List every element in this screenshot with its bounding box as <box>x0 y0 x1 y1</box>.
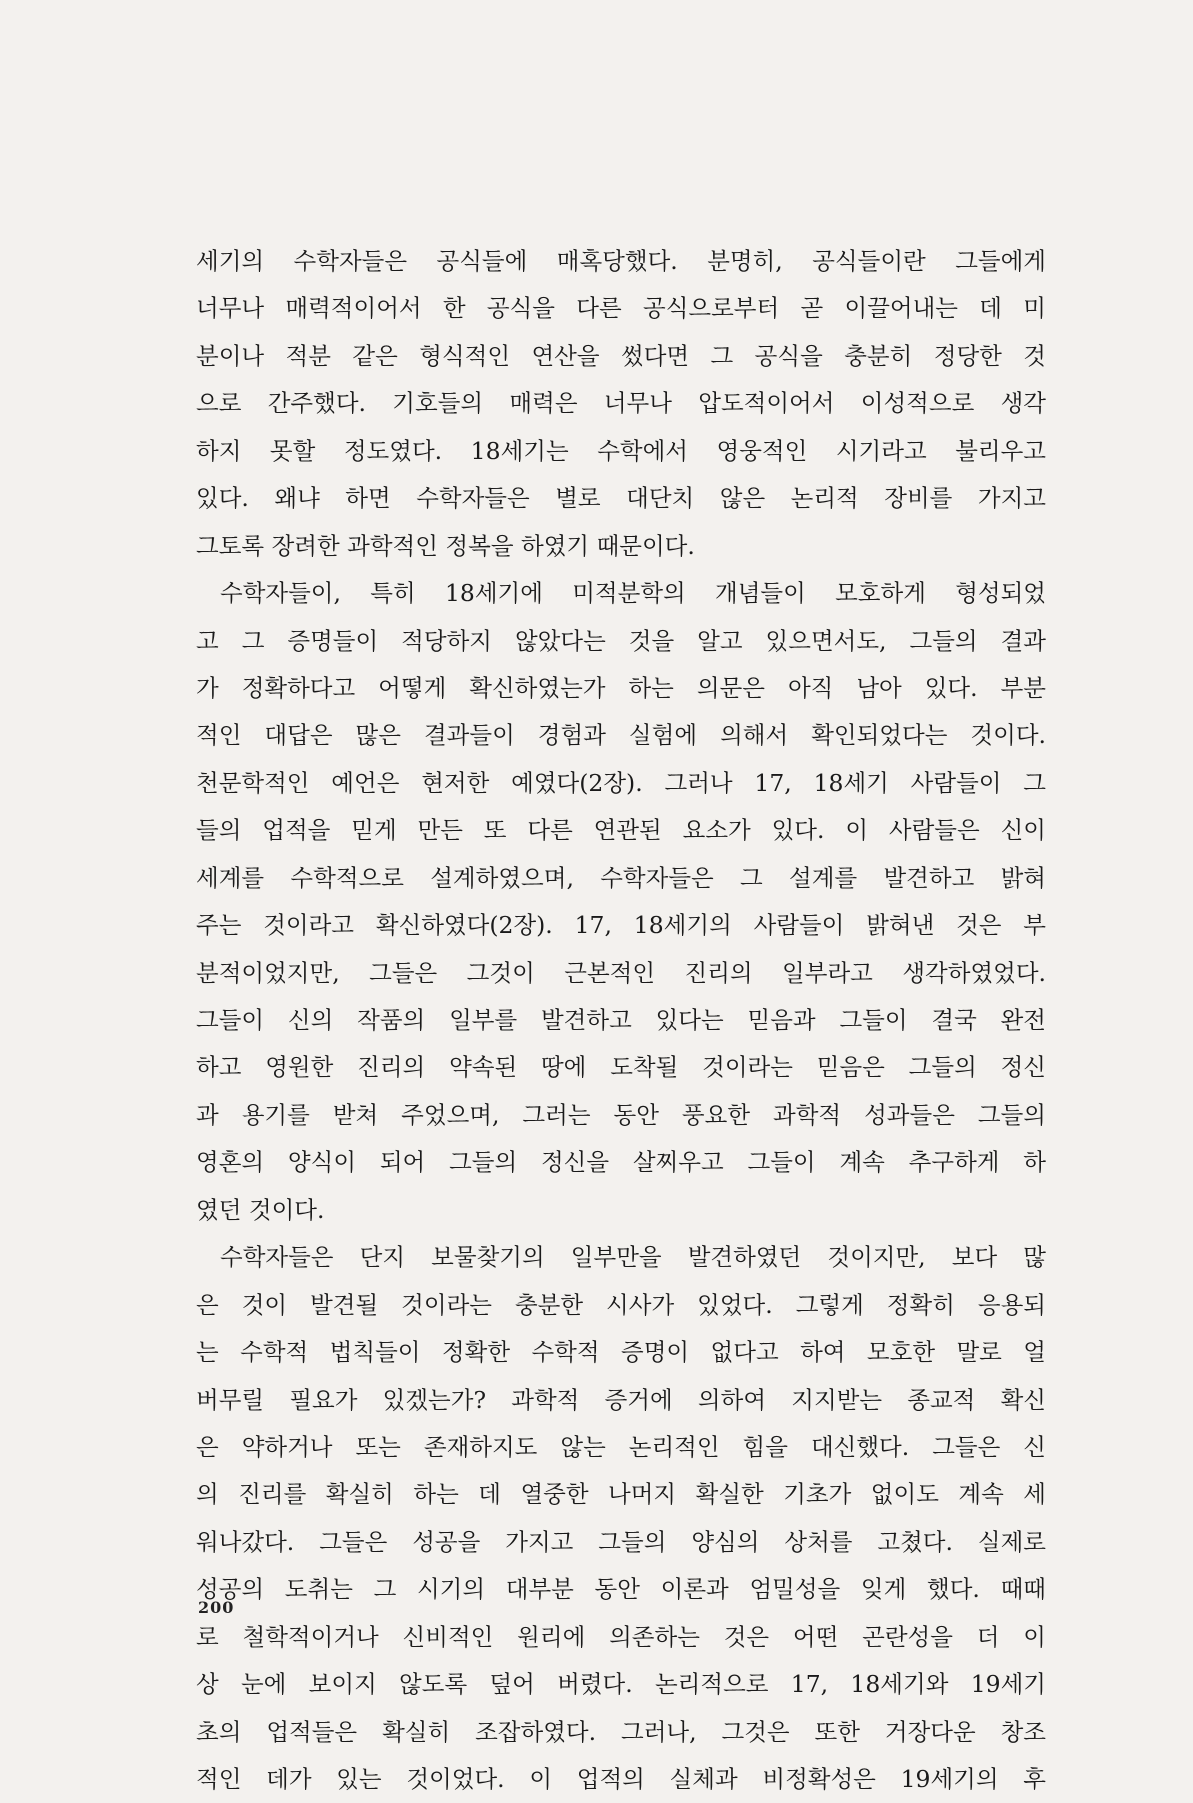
text-line: 세기의 수학자들은 공식들에 매혹당했다. 분명히, 공식들이란 그들에게 <box>196 247 1046 275</box>
text-line: 세계를 수학적으로 설계하였으며, 수학자들은 그 설계를 발견하고 밝혀 <box>196 863 1046 892</box>
text-line: 워나갔다. 그들은 성공을 가지고 그들의 양심의 상처를 고쳤다. 실제로 <box>196 1527 1046 1556</box>
text-line: 하지 못할 정도였다. 18세기는 수학에서 영웅적인 시기라고 불리우고 <box>196 436 1046 465</box>
text-line: 성공의 도취는 그 시기의 대부분 동안 이론과 엄밀성을 잊게 했다. 때때 <box>196 1575 1046 1604</box>
text-line: 고 그 증명들이 적당하지 않았다는 것을 알고 있으면서도, 그들의 결과 <box>196 626 1046 655</box>
text-line: 버무릴 필요가 있겠는가? 과학적 증거에 의하여 지지받는 종교적 확신 <box>196 1385 1046 1414</box>
text-line: 였던 것이다. <box>196 1195 325 1224</box>
text-line: 하고 영원한 진리의 약속된 땅에 도착될 것이라는 믿음은 그들의 정신 <box>196 1053 1046 1082</box>
text-line: 너무나 매력적이어서 한 공식을 다른 공식으로부터 곧 이끌어내는 데 미 <box>196 294 1046 323</box>
text-line: 과 용기를 받쳐 주었으며, 그러는 동안 풍요한 과학적 성과들은 그들의 <box>196 1100 1046 1129</box>
text-line: 그토록 장려한 과학적인 정복을 하였기 때문이다. <box>196 531 695 560</box>
text-line: 는 수학적 법칙들이 정확한 수학적 증명이 없다고 하여 모호한 말로 얼 <box>196 1338 1046 1367</box>
text-line: 적인 데가 있는 것이었다. 이 업적의 실체과 비정확성은 19세기의 후 <box>196 1765 1046 1793</box>
body-text <box>196 238 1046 1803</box>
text-line: 상 눈에 보이지 않도록 덮어 버렸다. 논리적으로 17, 18세기와 19세기 <box>196 1670 1046 1699</box>
text-line: 천문학적인 예언은 현저한 예였다(2장). 그러나 17, 18세기 사람들이 그 <box>196 768 1046 797</box>
text-line: 그들이 신의 작품의 일부를 발견하고 있다는 믿음과 그들이 결국 완전 <box>196 1006 1046 1034</box>
text-line: 영혼의 양식이 되어 그들의 정신을 살찌우고 그들이 계속 추구하게 하 <box>196 1148 1046 1177</box>
page-number: 200 <box>198 1598 235 1617</box>
text-line: 분이나 적분 같은 형식적인 연산을 썼다면 그 공식을 충분히 정당한 것 <box>196 341 1046 370</box>
text-line: 으로 간주했다. 기호들의 매력은 너무나 압도적이어서 이성적으로 생각 <box>196 389 1046 418</box>
text-line: 초의 업적들은 확실히 조잡하였다. 그러나, 그것은 또한 거장다운 창조 <box>196 1717 1046 1746</box>
text-line: 수학자들은 단지 보물찾기의 일부만을 발견하였던 것이지만, 보다 많 <box>220 1243 1046 1272</box>
text-line: 가 정확하다고 어떻게 확신하였는가 하는 의문은 아직 남아 있다. 부분 <box>196 673 1046 702</box>
text-line: 로 철학적이거나 신비적인 원리에 의존하는 것은 어떤 곤란성을 더 이 <box>196 1622 1046 1651</box>
text-line: 적인 대답은 많은 결과들이 경험과 실험에 의해서 확인되었다는 것이다. <box>196 721 1046 750</box>
text-line: 있다. 왜냐 하면 수학자들은 별로 대단치 않은 논리적 장비를 가지고 <box>196 484 1046 513</box>
text-line: 의 진리를 확실히 하는 데 열중한 나머지 확실한 기초가 없이도 계속 세 <box>196 1480 1046 1509</box>
text-line: 분적이었지만, 그들은 그것이 근본적인 진리의 일부라고 생각하였었다. <box>196 958 1046 987</box>
text-line: 은 약하거나 또는 존재하지도 않는 논리적인 힘을 대신했다. 그들은 신 <box>196 1432 1046 1461</box>
text-line: 수학자들이, 특히 18세기에 미적분학의 개념들이 모호하게 형성되었 <box>220 579 1046 608</box>
text-line: 주는 것이라고 확신하였다(2장). 17, 18세기의 사람들이 밝혀낸 것은 부 <box>196 911 1046 940</box>
text-line: 은 것이 발견될 것이라는 충분한 시사가 있었다. 그렇게 정확히 응용되 <box>196 1290 1046 1319</box>
text-line: 들의 업적을 믿게 만든 또 다른 연관된 요소가 있다. 이 사람들은 신이 <box>196 816 1046 845</box>
